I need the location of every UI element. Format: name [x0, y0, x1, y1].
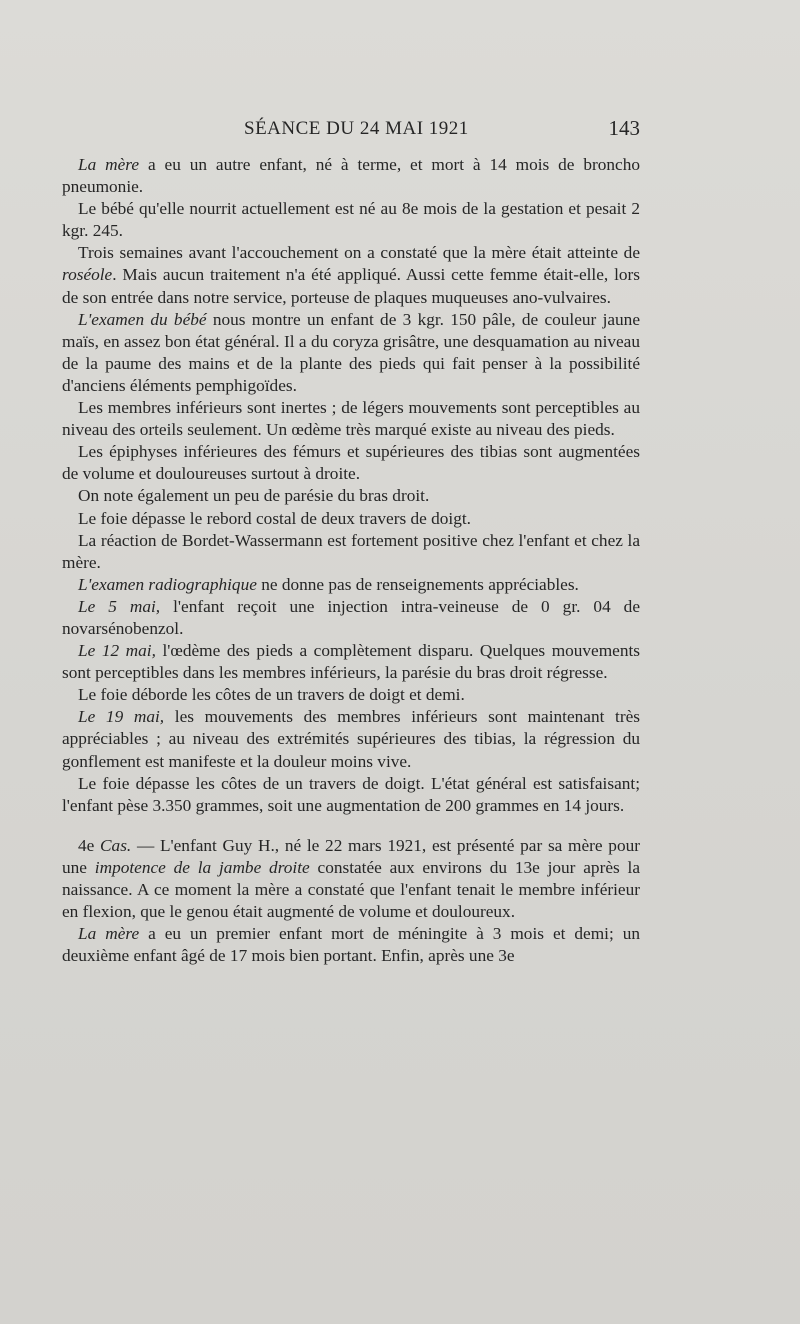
paragraph: Trois semaines avant l'accouchement on a constaté que la mère était atteinte de roséole. Mais aucun traitement n'a été appliqué. Aussi cette femme était-elle, lors de son entrée dans notre service, porteuse de plaques muqueuses ano-vulvaires. — [62, 243, 640, 307]
paragraph: La réaction de Bordet-Wassermann est fortement positive chez l'enfant et chez la mère. — [62, 530, 640, 572]
paragraph: Les membres inférieurs sont inertes ; de légers mouvements sont perceptibles au niveau des orteils seulement. Un œdème très marqué existe au niveau des pieds. — [62, 398, 640, 440]
case-heading-paragraph: 4e Cas. — L'enfant Guy H., né le 22 mars 1921, est présenté par sa mère pour une impotence de la jambe droite constatée aux environs du 13e jour après la naissance. A ce moment la mère a constaté que l'enfant tenait le membre inférieur en flexion, que le genou était augmenté de volume et douloureux. — [62, 835, 641, 922]
paragraph: L'examen du bébé nous montre un enfant de 3 kgr. 150 pâle, de couleur jaune maïs, en assez bon état général. Il a du coryza grisâtre, une desquamation au niveau de la paume des mains et de la plante des pieds qui fait penser à la possibilité d'anciens éléments pemphigoïdes. — [62, 309, 640, 395]
page-header — [62, 116, 640, 146]
paragraph: Le foie dépasse le rebord costal de deux travers de doigt. — [78, 508, 471, 528]
paragraph: Le 19 mai, les mouvements des membres inférieurs sont maintenant très appréciables ; au niveau des extrémités supérieures des tibias, la régression du gonflement est manifeste et la douleur moins vive. — [62, 707, 640, 771]
paragraph: On note également un peu de parésie du bras droit. — [78, 486, 430, 506]
paragraph: L'examen radiographique ne donne pas de renseignements appréciables. — [78, 574, 579, 594]
paragraph: Le foie dépasse les côtes de un travers de doigt. L'état général est satisfaisant; l'enfant pèse 3.350 grammes, soit une augmentation de 200 grammes en 14 jours. — [62, 773, 640, 815]
paragraph: Les épiphyses inférieures des fémurs et supérieures des tibias sont augmentées de volume et douloureuses surtout à droite. — [62, 442, 640, 484]
paragraph: Le foie déborde les côtes de un travers de doigt et demi. — [78, 685, 465, 705]
running-head: SÉANCE DU 24 MAI 1921 — [244, 118, 469, 139]
page-number: 143 — [608, 116, 640, 140]
paragraph: La mère a eu un autre enfant, né à terme, et mort à 14 mois de broncho pneumonie. — [62, 155, 640, 197]
paragraph: Le 12 mai, l'œdème des pieds a complètement disparu. Quelques mouvements sont perceptibles dans les membres inférieurs, la parésie du bras droit régresse. — [62, 641, 641, 683]
paragraph: La mère a eu un premier enfant mort de méningite à 3 mois et demi; un deuxième enfant âgé de 17 mois bien portant. Enfin, après une 3e — [62, 924, 640, 966]
body-text — [62, 154, 640, 967]
paragraph: Le bébé qu'elle nourrit actuellement est né au 8e mois de la gestation et pesait 2 kgr. 245. — [62, 199, 640, 241]
section-gap — [62, 817, 640, 835]
paragraph: Le 5 mai, l'enfant reçoit une injection intra-veineuse de 0 gr. 04 de novarsénobenzol. — [62, 596, 640, 638]
